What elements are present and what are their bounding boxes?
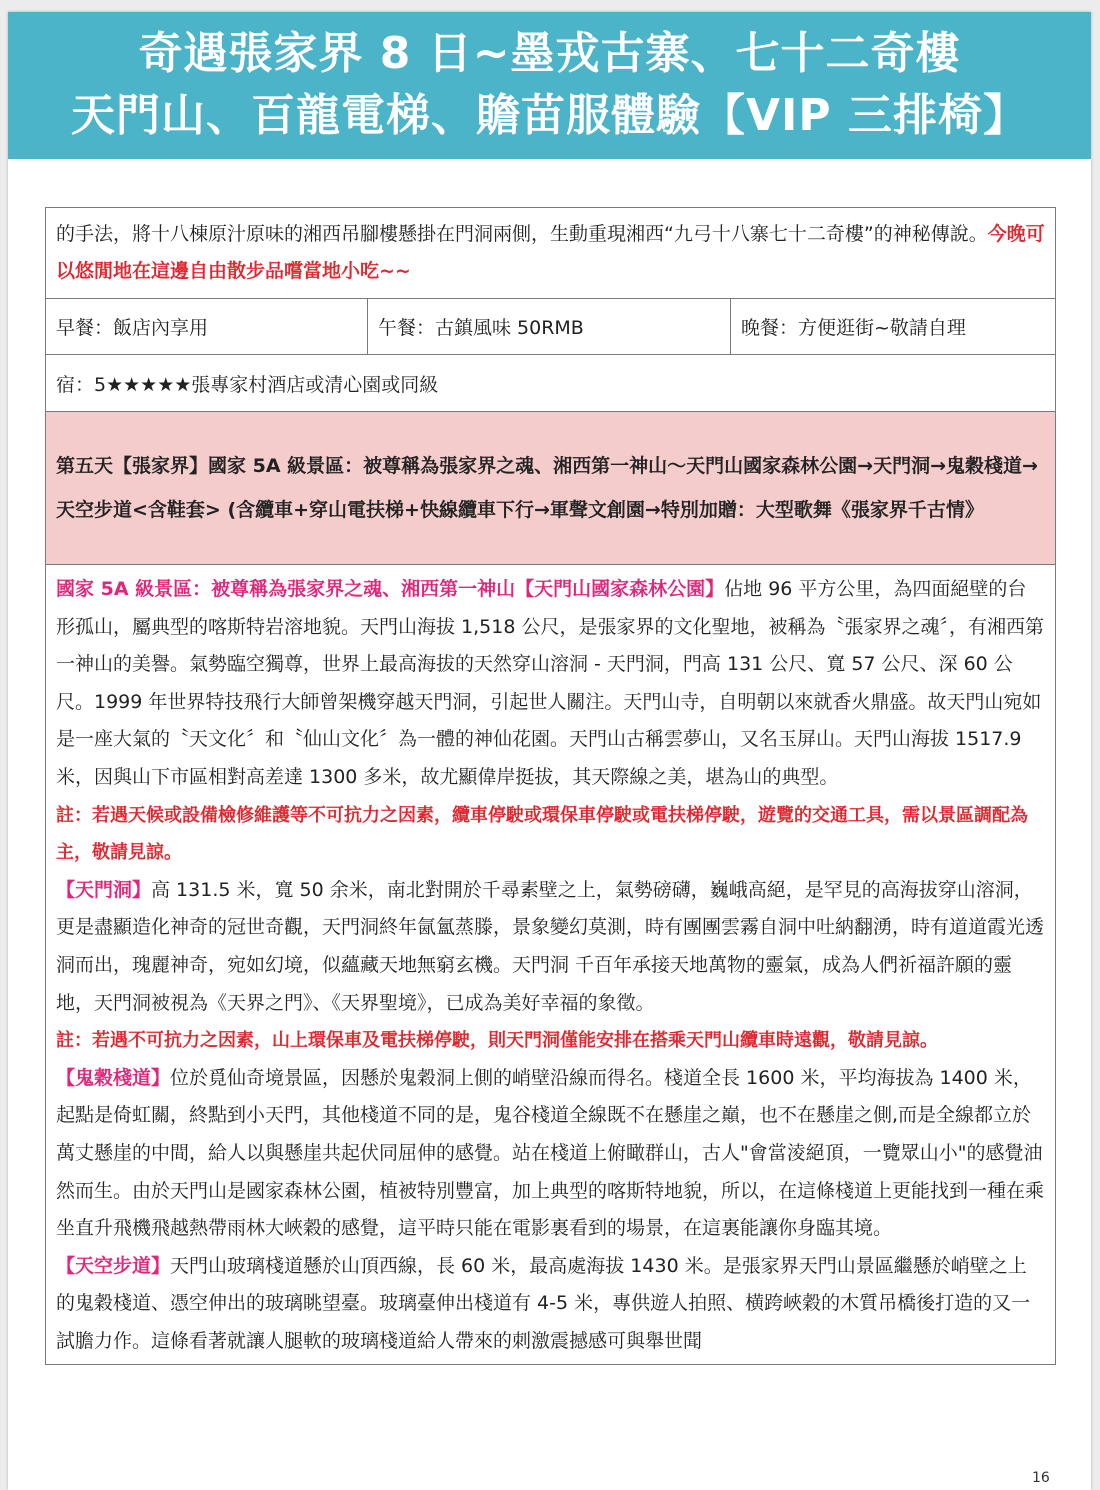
note-transport: 註：若遇天候或設備檢修維護等不可抗力之因素，纜車停駛或環保車停駛或電扶梯停駛，遊覽的交通工具，需以景區調配為主，敬請見諒。 [56, 804, 1028, 864]
lunch-cell: 午餐：古鎮風味 50RMB [368, 299, 731, 355]
paragraph-tianmen-park [56, 571, 1045, 797]
day5-heading: 第五天【張家界】國家 5A 級景區：被尊稱為張家界之魂、湘西第一神山～天門山國家森林公園→天門洞→鬼穀棧道→天空步道<含鞋套> (含纜車+穿山電扶梯+快線纜車下行→軍聲文創園→特別加贈：大型歌舞《張家界千古情》 [46, 412, 1056, 565]
text-tianmen-park: 佔地 96 平方公里，為四面絕壁的台形孤山，屬典型的喀斯特岩溶地貌。天門山海拔 1,518 公尺，是張家界的文化聖地，被稱為〝張家界之魂〞，有湘西第一神山的美譽。氣勢臨空獨尊，世界上最高海拔的天然穿山溶洞 - 天門洞，門高 131 公尺、寬 57 公尺、深 60 公尺。1999 年世界特技飛行大師曾架機穿越天門洞，引起世人關注。天門山寺，自明朝以來就香火鼎盛。故天門山宛如是一座大氣的〝天文化〞和〝仙山文化〞為一體的神仙花園。天門山古稱雲夢山，又名玉屏山。天門山海拔 1517.9 米，因與山下市區相對高差達 1300 多米，故尤顯偉岸挺拔，其天際線之美，堪為山的典型。 [56, 578, 1044, 788]
dinner-cell: 晚餐：方便逛街~敬請自理 [731, 299, 1056, 355]
intro-text: 的手法，將十八棟原汁原味的湘西吊腳樓懸掛在門洞兩側，生動重現湘西“九弓十八寨七十二奇樓”的神秘傳說。 [56, 223, 988, 245]
paragraph-plank-road [56, 1060, 1045, 1248]
breakfast-cell: 早餐：飯店內享用 [46, 299, 368, 355]
day5-description [46, 565, 1056, 1365]
tag-tianmen-park: 國家 5A 級景區：被尊稱為張家界之魂、湘西第一神山【天門山國家森林公園】 [56, 578, 725, 600]
tag-tianmen-cave: 【天門洞】 [56, 878, 152, 901]
tag-sky-walk: 【天空步道】 [56, 1254, 171, 1277]
banner-title-line2: 天門山、百龍電梯、贍苗服體驗【VIP 三排椅】 [71, 90, 1028, 141]
document-page [8, 12, 1091, 1490]
intro-highlight: 今晚可以悠閒地在這邊自由散步品嚐當地小吃~~ [56, 223, 1045, 282]
tag-plank-road: 【鬼穀棧道】 [56, 1066, 171, 1089]
note-cave: 註：若遇不可抗力之因素，山上環保車及電扶梯停駛，則天門洞僅能安排在搭乘天門山纜車時遠觀，敬請見諒。 [56, 1030, 938, 1052]
itinerary-table [45, 207, 1056, 1365]
page-number: 16 [1032, 1470, 1050, 1486]
intro-cell [46, 208, 1056, 299]
paragraph-tianmen-cave [56, 872, 1045, 1022]
text-sky-walk: 天門山玻璃棧道懸於山頂西線，長 60 米，最高處海拔 1430 米。是張家界天門山景區繼懸於峭壁之上的鬼穀棧道、憑空伸出的玻璃眺望臺。玻璃臺伸出棧道有 4-5 米，專供遊人拍照、横跨峽穀的木質吊橋後打造的又一試膽力作。這條看著就讓人腿軟的玻璃棧道給人帶來的刺激震撼感可與舉世聞 [56, 1254, 1031, 1352]
text-tianmen-cave: 高 131.5 米，寬 50 余米，南北對開於千尋素壁之上，氣勢磅礴，巍峨高絕，是罕見的高海拔穿山溶洞，更是盡顯造化神奇的冠世奇觀，天門洞終年氤氳蒸滕，景象變幻莫測，時有團團雲霧自洞中吐納翻湧，時有道道霞光透洞而出，瑰麗神奇，宛如幻境，似蘊藏天地無窮玄機。天門洞 千百年承接天地萬物的靈氣，成為人們祈福許願的靈地，天門洞被視為《天界之門》、《天界聖境》，已成為美好幸福的象徵。 [56, 878, 1045, 1014]
banner-title-line1: 奇遇張家界 8 日~墨戎古寨、七十二奇樓 [138, 28, 961, 79]
hotel-cell: 宿：5★★★★★張專家村酒店或清心園或同級 [46, 355, 1056, 412]
paragraph-sky-walk [56, 1248, 1045, 1361]
title-banner [8, 12, 1091, 159]
text-plank-road: 位於覓仙奇境景區，因懸於鬼穀洞上側的峭壁沿線而得名。棧道全長 1600 米，平均海拔為 1400 米，起點是倚虹關，終點到小天門，其他棧道不同的是，鬼谷棧道全線既不在懸崖之巔，也不在懸崖之側,而是全線都立於萬丈懸崖的中間，給人以與懸崖共起伏同屈伸的感覺。站在棧道上俯瞰群山，古人"會當淩絕頂，一覽眾山小"的感覺油然而生。由於天門山是國家森林公園，植被特別豐富，加上典型的喀斯特地貌，所以，在這條棧道上更能找到一種在乘坐直升飛機飛越熱帶雨林大峽穀的感覺，這平時只能在電影裏看到的場景，在這裏能讓你身臨其境。 [56, 1066, 1045, 1240]
